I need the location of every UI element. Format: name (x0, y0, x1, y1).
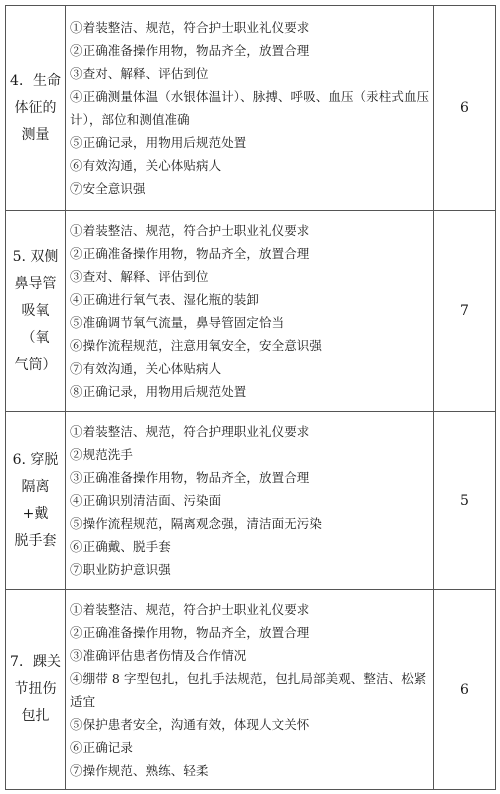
requirement-item: ④正确进行氧气表、湿化瓶的装卸 (70, 292, 260, 307)
project-line: 5. 双侧 (12, 248, 59, 265)
score-cell: 6 (434, 590, 496, 790)
project-line: 吸氧（氧 (21, 302, 50, 346)
requirement-item: ⑦操作规范、熟练、轻柔 (70, 762, 209, 778)
requirement-item: ⑦安全意识强 (70, 181, 146, 196)
requirement-item: ②正确准备操作用物，物品齐全，放置合理 (70, 43, 310, 58)
requirement-item: ①着装整洁、规范，符合护士职业礼仪要求 (70, 601, 310, 617)
requirement-item: ⑥操作流程规范，注意用氧安全，安全意识强 (70, 338, 323, 353)
requirement-item: ⑦职业防护意识强 (70, 562, 171, 577)
requirements-cell (66, 590, 434, 790)
project-line: 4．生命 (10, 72, 61, 89)
project-line: 7．踝关 (10, 654, 61, 670)
requirement-item: ③准确评估患者伤情及合作情况 (70, 647, 247, 663)
requirement-item: ③查对、解释、评估到位 (70, 269, 209, 284)
assessment-table (5, 5, 496, 790)
project-cell (6, 6, 66, 211)
project-line: 节扭伤 (14, 681, 57, 697)
score-cell: 7 (434, 211, 496, 412)
requirement-item: ⑤正确记录，用物用后规范处置 (70, 135, 247, 150)
requirement-item: ⑤准确调节氧气流量，鼻导管固定恰当 (70, 315, 285, 330)
requirement-item: ③查对、解释、评估到位 (70, 66, 209, 81)
requirement-item: ②规范洗手 (70, 447, 134, 462)
requirement-item: ⑥正确戴、脱手套 (70, 539, 171, 554)
project-cell (6, 412, 66, 590)
document-page (5, 5, 495, 789)
requirement-item: ③正确准备操作用物，物品齐全，放置合理 (70, 470, 310, 485)
project-line: 鼻导管 (14, 275, 57, 292)
project-line: 体征的 (14, 99, 57, 116)
project-cell (6, 211, 66, 412)
requirement-item: ⑤操作流程规范，隔离观念强，清洁面无污染 (70, 516, 323, 531)
requirement-item: ①着装整洁、规范，符合护士职业礼仪要求 (70, 223, 310, 238)
project-line: 隔离+戴 (21, 478, 50, 522)
requirement-item: ④绷带 8 字型包扎，包扎手法规范，包扎局部美观、整洁、松紧适宜 (70, 670, 427, 709)
requirement-item: ⑤保护患者安全，沟通有效，体现人文关怀 (70, 716, 310, 732)
requirement-item: ①着装整洁、规范，符合护士职业礼仪要求 (70, 20, 310, 35)
requirement-item: ④正确测量体温（水银体温计）、脉搏、呼吸、血压（汞柱式血压计），部位和测值准确 (70, 89, 430, 127)
score-cell: 5 (434, 412, 496, 590)
table-row (6, 6, 496, 211)
requirement-item: ④正确识别清洁面、污染面 (70, 493, 222, 508)
table-row (6, 590, 496, 790)
requirement-item: ①着装整洁、规范，符合护理职业礼仪要求 (70, 424, 310, 439)
requirements-cell (66, 211, 434, 412)
project-line: 气筒） (14, 356, 57, 373)
project-cell (6, 590, 66, 790)
project-line: 6. 穿脱 (12, 451, 59, 468)
requirement-item: ②正确准备操作用物，物品齐全，放置合理 (70, 624, 310, 640)
requirement-item: ⑦有效沟通，关心体贴病人 (70, 361, 222, 376)
project-line: 脱手套 (14, 532, 57, 549)
requirements-cell (66, 6, 434, 211)
table-row (6, 211, 496, 412)
score-cell: 6 (434, 6, 496, 211)
project-line: 测量 (21, 126, 50, 143)
table-row (6, 412, 496, 590)
requirement-item: ②正确准备操作用物，物品齐全，放置合理 (70, 246, 310, 261)
requirement-item: ⑥有效沟通，关心体贴病人 (70, 158, 222, 173)
requirement-item: ⑥正确记录 (70, 739, 134, 755)
project-line: 包扎 (21, 708, 50, 724)
requirements-cell (66, 412, 434, 590)
requirement-item: ⑧正确记录，用物用后规范处置 (70, 384, 247, 399)
